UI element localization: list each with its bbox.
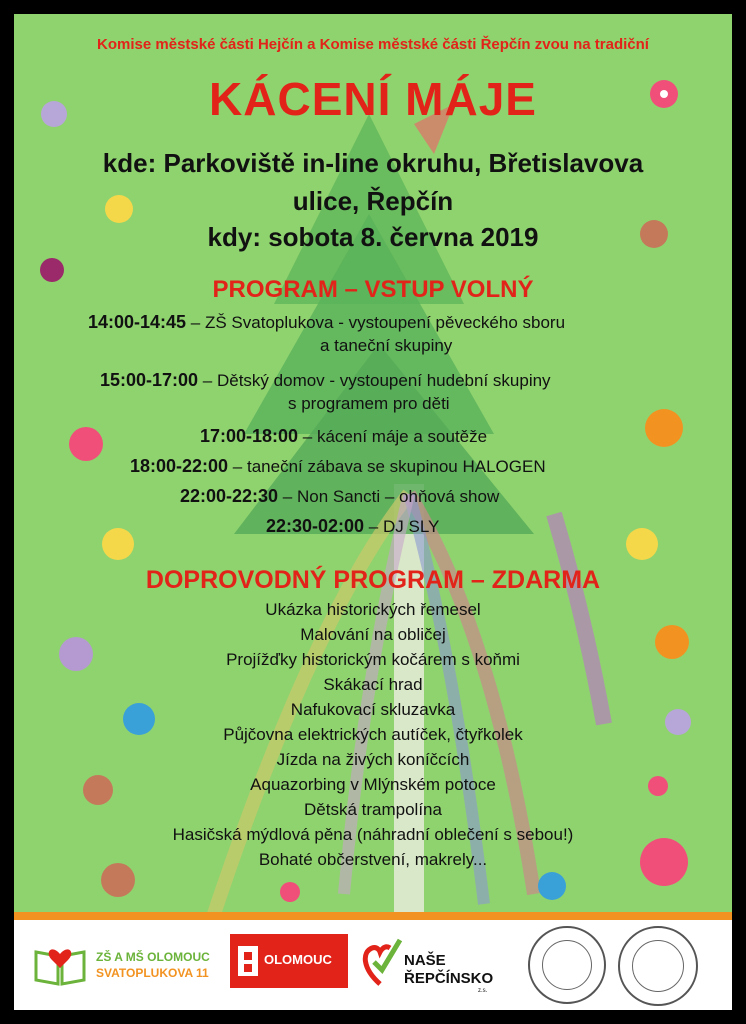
school-name: ZŠ A MŠ OLOMOUC xyxy=(96,950,210,964)
nase-label: NAŠE xyxy=(404,952,446,969)
extra-item: Bohaté občerstvení, makrely... xyxy=(258,850,488,869)
footer-divider xyxy=(14,912,732,920)
program-row-continued: s programem pro děti xyxy=(288,394,450,413)
invite-line: Komise městské části Hejčín a Komise městské části Řepčín zvou na tradiční xyxy=(97,36,649,53)
olomouc-logo xyxy=(230,934,348,988)
extra-item: Dětská trampolína xyxy=(304,800,442,819)
program-desc: – kácení máje a soutěže xyxy=(298,427,488,446)
city-mark-icon xyxy=(238,946,258,976)
program-row xyxy=(266,516,439,537)
program-desc: – ZŠ Svatoplukova - vystoupení pěveckého sboru xyxy=(186,313,566,332)
program-heading: PROGRAM – VSTUP VOLNÝ xyxy=(212,276,534,303)
program-desc: – Dětský domov - vystoupení hudební skupiny xyxy=(198,371,551,390)
program-row xyxy=(88,312,565,333)
extra-item: Jízda na živých koníčcích xyxy=(276,750,470,769)
extra-item: Malování na obličej xyxy=(300,625,446,644)
date-line: kdy: sobota 8. června 2019 xyxy=(207,222,539,252)
association-suffix: z.s. xyxy=(478,988,488,994)
repcin-seal-icon xyxy=(618,926,698,1006)
program-time: 14:00-14:45 xyxy=(88,312,187,332)
repcinsko-label: ŘEPČÍNSKO xyxy=(404,970,494,987)
program-row xyxy=(200,426,487,447)
hejcin-seal-icon xyxy=(528,926,606,1004)
program-time: 22:00-22:30 xyxy=(180,486,279,506)
program-time: 17:00-18:00 xyxy=(200,426,299,446)
program-desc: – taneční zábava se skupinou HALOGEN xyxy=(228,457,546,476)
poster xyxy=(14,14,732,1010)
event-title: KÁCENÍ MÁJE xyxy=(209,73,537,125)
program-desc: – DJ SLY xyxy=(364,517,440,536)
extra-item: Skákací hrad xyxy=(323,675,423,694)
book-heart-icon xyxy=(32,942,88,988)
program-time: 22:30-02:00 xyxy=(266,516,365,536)
location-line-2: ulice, Řepčín xyxy=(292,186,454,216)
program-row xyxy=(180,486,499,507)
program-time: 15:00-17:00 xyxy=(100,370,199,390)
program-time: 18:00-22:00 xyxy=(130,456,229,476)
heart-check-icon xyxy=(360,934,404,990)
program-desc: – Non Sancti – ohňová show xyxy=(278,487,500,506)
extra-item: Nafukovací skluzavka xyxy=(290,700,456,719)
extra-program-heading: DOPROVODNÝ PROGRAM – ZDARMA xyxy=(145,566,601,594)
extra-item: Hasičská mýdlová pěna (náhradní oblečení s sebou!) xyxy=(172,825,574,844)
extra-item: Půjčovna elektrických autíček, čtyřkolek xyxy=(223,725,523,744)
olomouc-label: OLOMOUC xyxy=(264,952,332,967)
school-address: SVATOPLUKOVA 11 xyxy=(96,966,209,980)
program-row xyxy=(100,370,551,391)
school-logo xyxy=(32,934,212,994)
nase-repcinsko-logo xyxy=(360,930,500,1000)
extra-item: Ukázka historických řemesel xyxy=(265,600,481,619)
sponsor-footer xyxy=(14,920,732,1010)
extra-item: Projížďky historickým kočárem s koňmi xyxy=(226,650,520,669)
program-row xyxy=(130,456,546,477)
location-line-1: kde: Parkoviště in-line okruhu, Břetislavova xyxy=(102,148,644,178)
program-row-continued: a taneční skupiny xyxy=(320,336,453,355)
extra-item: Aquazorbing v Mlýnském potoce xyxy=(250,775,496,794)
